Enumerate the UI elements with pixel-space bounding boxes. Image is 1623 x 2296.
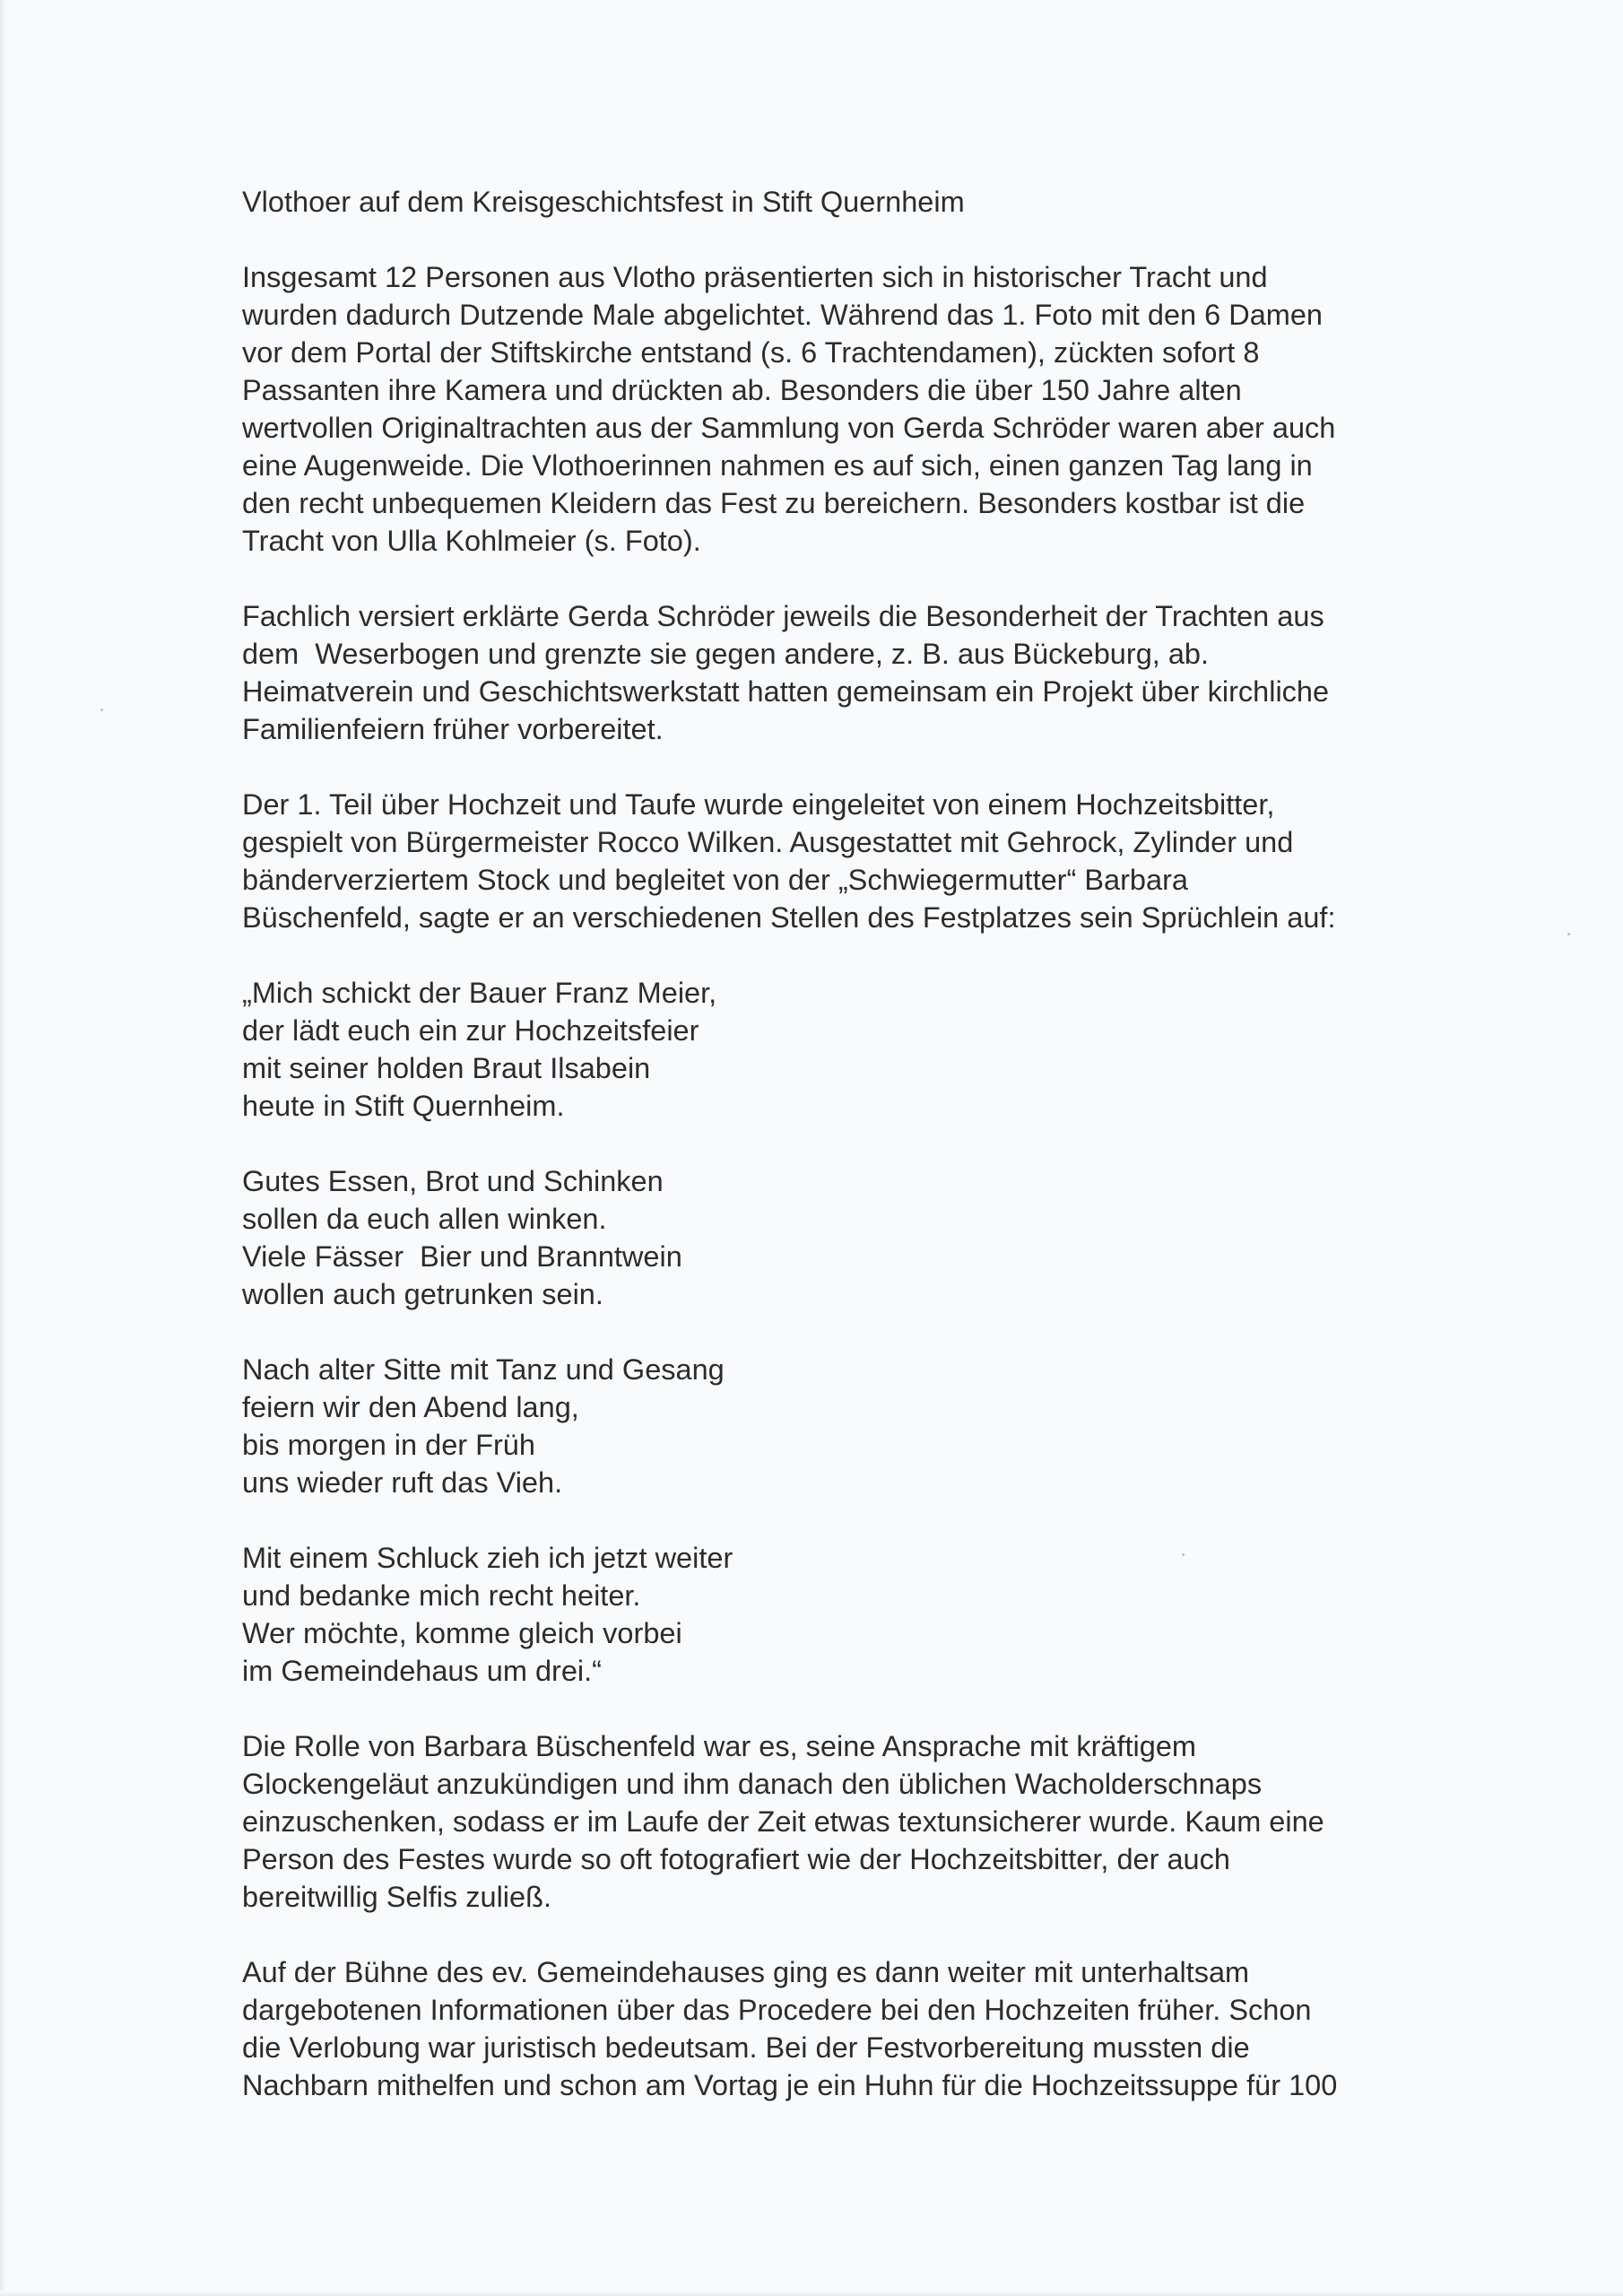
text-line: Fachlich versiert erklärte Gerda Schröder jeweils die Besonderheit der Trachten aus [242, 600, 1324, 632]
text-line: dem Weserbogen und grenzte sie gegen andere, z. B. aus Bückeburg, ab. [242, 638, 1210, 670]
poem-line: sollen da euch allen winken. [242, 1203, 607, 1235]
poem-stanza-3 [242, 1351, 1560, 1501]
poem-stanza-2 [242, 1162, 1560, 1313]
poem-line: uns wieder ruft das Vieh. [242, 1466, 563, 1499]
paragraph-hochzeitsbitter [242, 786, 1560, 936]
text-line: Der 1. Teil über Hochzeit und Taufe wurde eingeleitet von einem Hochzeitsbitter, [242, 788, 1275, 821]
document-page [242, 183, 1560, 2104]
poem-line: heute in Stift Quernheim. [242, 1090, 565, 1122]
poem-line: wollen auch getrunken sein. [242, 1278, 603, 1310]
poem-line: Mit einem Schluck zieh ich jetzt weiter [242, 1542, 733, 1574]
poem-line: bis morgen in der Früh [242, 1429, 535, 1461]
scan-speck [100, 709, 103, 711]
poem-line: der lädt euch ein zur Hochzeitsfeier [242, 1014, 699, 1047]
paragraph-expert [242, 597, 1560, 748]
text-line: Nachbarn mithelfen und schon am Vortag je ein Huhn für die Hochzeitssuppe für 100 [242, 2069, 1338, 2101]
poem-line: „Mich schickt der Bauer Franz Meier, [242, 977, 717, 1009]
poem-line: im Gemeindehaus um drei.“ [242, 1655, 602, 1687]
poem-line: Viele Fässer Bier und Branntwein [242, 1240, 682, 1273]
text-line: wurden dadurch Dutzende Male abgelichtet. Während das 1. Foto mit den 6 Damen [242, 299, 1323, 331]
scan-edge-left [0, 0, 5, 2296]
text-line: eine Augenweide. Die Vlothoerinnen nahmen es auf sich, einen ganzen Tag lang in [242, 449, 1313, 482]
poem-line: feiern wir den Abend lang, [242, 1391, 579, 1423]
scan-speck [1567, 933, 1570, 935]
text-line: Büschenfeld, sagte er an verschiedenen Stellen des Festplatzes sein Sprüchlein auf: [242, 901, 1336, 934]
poem-line: Nach alter Sitte mit Tanz und Gesang [242, 1353, 725, 1386]
text-line: Glockengeläut anzukündigen und ihm danach den üblichen Wacholderschnaps [242, 1768, 1263, 1800]
text-line: Person des Festes wurde so oft fotografiert wie der Hochzeitsbitter, der auch [242, 1843, 1230, 1875]
text-line: Auf der Bühne des ev. Gemeindehauses ging es dann weiter mit unterhaltsam [242, 1956, 1250, 1988]
text-line: Heimatverein und Geschichtswerkstatt hatten gemeinsam ein Projekt über kirchliche [242, 675, 1330, 708]
poem-line: Wer möchte, komme gleich vorbei [242, 1617, 682, 1649]
text-line: bänderverziertem Stock und begleitet von der „Schwiegermutter“ Barbara [242, 864, 1188, 896]
text-line: bereitwillig Selfis zuließ. [242, 1881, 551, 1913]
text-line: den recht unbequemen Kleidern das Fest zu bereichern. Besonders kostbar ist die [242, 487, 1306, 519]
text-line: die Verlobung war juristisch bedeutsam. Bei der Festvorbereitung mussten die [242, 2031, 1250, 2064]
text-line: Die Rolle von Barbara Büschenfeld war es, seine Ansprache mit kräftigem [242, 1730, 1196, 1762]
text-line: vor dem Portal der Stiftskirche entstand (s. 6 Trachtendamen), zückten sofort 8 [242, 336, 1260, 369]
poem-stanza-4 [242, 1539, 1560, 1690]
poem-line: Gutes Essen, Brot und Schinken [242, 1165, 664, 1197]
text-line: Tracht von Ulla Kohlmeier (s. Foto). [242, 525, 701, 557]
poem-stanza-1 [242, 974, 1560, 1125]
document-title: Vlothoer auf dem Kreisgeschichtsfest in Stift Quernheim [242, 186, 965, 218]
text-line: wertvollen Originaltrachten aus der Sammlung von Gerda Schröder waren aber auch [242, 412, 1336, 444]
paragraph-costumes [242, 258, 1560, 560]
text-line: Passanten ihre Kamera und drückten ab. Besonders die über 150 Jahre alten [242, 374, 1242, 406]
text-line: dargebotenen Informationen über das Procedere bei den Hochzeiten früher. Schon [242, 1994, 1312, 2026]
poem-line: mit seiner holden Braut Ilsabein [242, 1052, 651, 1084]
paragraph-buehne [242, 1953, 1560, 2104]
poem-line: und bedanke mich recht heiter. [242, 1579, 641, 1612]
text-line: Insgesamt 12 Personen aus Vlotho präsentierten sich in historischer Tracht und [242, 261, 1268, 293]
text-line: Familienfeiern früher vorbereitet. [242, 713, 664, 745]
text-line: gespielt von Bürgermeister Rocco Wilken. Ausgestattet mit Gehrock, Zylinder und [242, 826, 1294, 858]
text-line: einzuschenken, sodass er im Laufe der Zeit etwas textunsicherer wurde. Kaum eine [242, 1805, 1324, 1838]
scan-edge-bottom [0, 2291, 1623, 2296]
paragraph-schwiegermutter [242, 1727, 1560, 1916]
